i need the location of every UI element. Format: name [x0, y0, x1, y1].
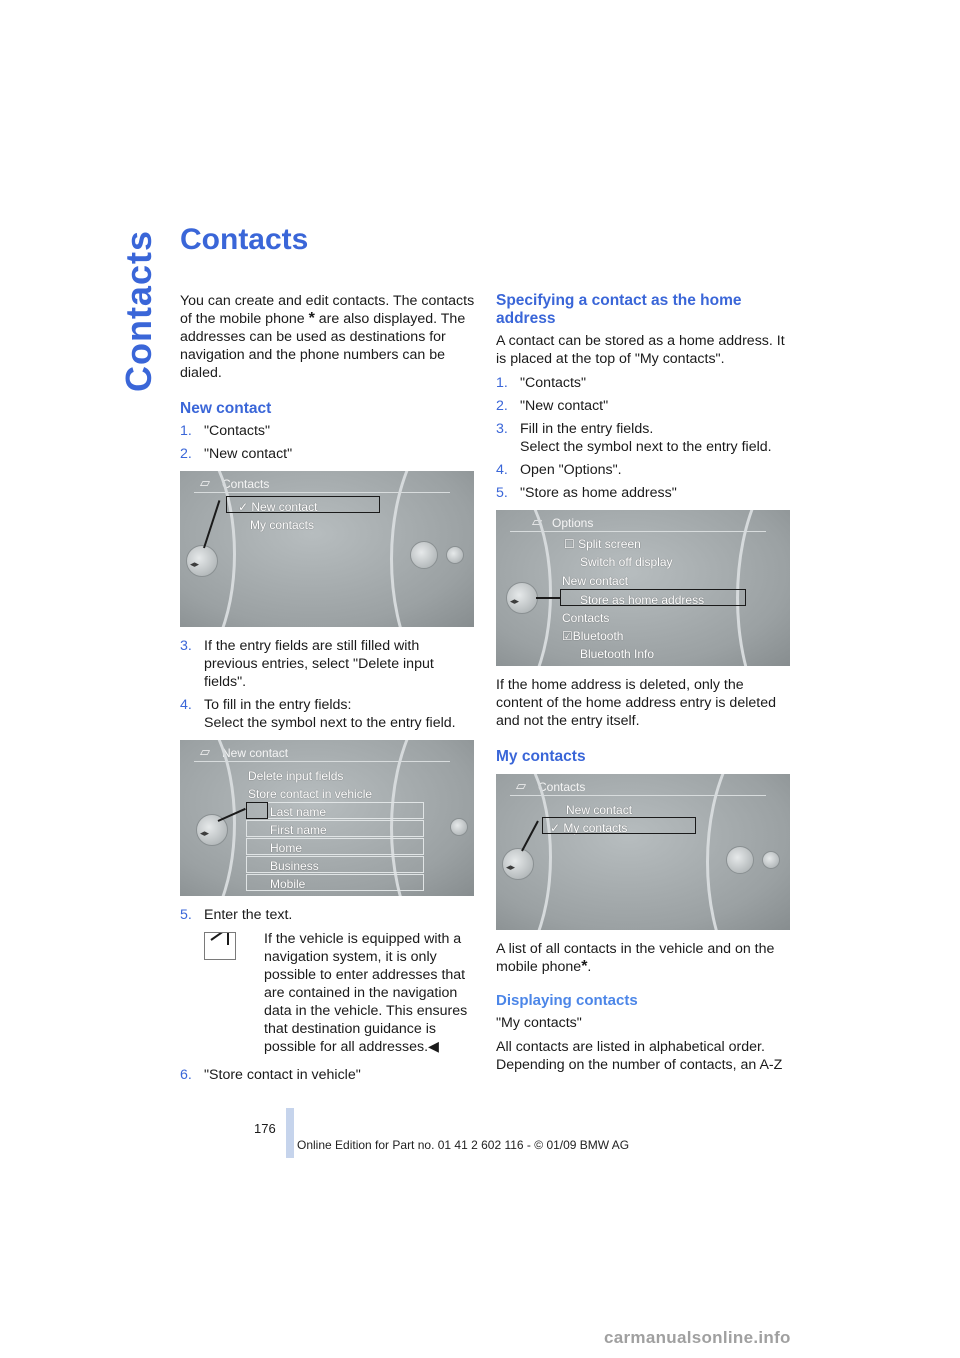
- menu-item-split-screen: ☐ Split screen: [564, 537, 641, 551]
- highlight-box: [560, 589, 746, 606]
- new-contact-steps-c: [180, 906, 476, 924]
- menu-item-new-contact: New contact: [566, 803, 633, 817]
- menu-item-new-contact: ✓ New contact: [238, 500, 318, 514]
- step-line-2: Select the symbol next to the entry field.: [520, 439, 772, 455]
- controller-knob: ◂▸: [196, 814, 228, 846]
- menu-folder-icon: ▱: [200, 744, 210, 759]
- home-address-steps: [496, 374, 792, 502]
- menu-folder-icon: ▱: [516, 778, 526, 793]
- footer-accent-bar: [286, 1108, 294, 1158]
- screen-new-contact-fields: [180, 740, 474, 896]
- step-text: [204, 696, 476, 732]
- callout-pointer: [536, 597, 560, 599]
- list-item: [496, 420, 792, 456]
- step-line-1: To fill in the entry fields:: [204, 697, 352, 713]
- small-right-knob: [446, 546, 464, 564]
- step-text: "New contact": [520, 398, 609, 414]
- right-knob: [410, 541, 438, 569]
- list-item: [180, 1066, 476, 1084]
- step-number: 6.: [180, 1067, 192, 1083]
- step-text: "Contacts": [520, 375, 587, 391]
- note-pencil-icon: [204, 932, 236, 960]
- step-number: 2.: [180, 446, 192, 462]
- menu-folder-icon: ▱: [532, 514, 542, 529]
- watermark-link[interactable]: carmanualsonline.info: [604, 1328, 791, 1347]
- my-contacts-text-2: .: [587, 959, 592, 975]
- list-item: [180, 906, 476, 924]
- controller-knob: ◂▸: [502, 848, 534, 880]
- step-text: "New contact": [204, 446, 293, 462]
- field-first-name: First name: [270, 823, 327, 837]
- my-contacts-text-1: A list of all contacts in the vehicle and on the mobile phone: [496, 941, 775, 975]
- small-right-knob: [762, 851, 780, 869]
- menu-item-delete-input: Delete input fields: [248, 769, 344, 783]
- page-title: Contacts: [180, 223, 309, 256]
- menu-item-switch-off: Switch off display: [580, 555, 673, 569]
- left-column: [180, 292, 476, 1090]
- screen-my-contacts: [496, 774, 790, 930]
- new-contact-steps-b: [180, 637, 476, 732]
- list-item: [496, 374, 792, 392]
- bluetooth-label: Bluetooth: [572, 629, 624, 643]
- step-number: 5.: [180, 907, 192, 923]
- screen-title: Contacts: [222, 477, 270, 491]
- step-number: 4.: [180, 697, 192, 713]
- navigation-note: [204, 930, 476, 1056]
- menu-item-my-contacts: ✓ My contacts: [550, 821, 628, 835]
- displaying-line-1: "My contacts": [496, 1015, 582, 1031]
- my-contacts-text: [496, 940, 792, 976]
- step-number: 2.: [496, 398, 508, 414]
- my-contacts-heading: My contacts: [496, 748, 586, 765]
- displaying-line-2: All contacts are listed in alphabetical order. Depending on the number of contacts, an A-Z: [496, 1039, 783, 1073]
- list-item: [180, 445, 476, 463]
- list-item: [496, 484, 792, 502]
- step-text: Open "Options".: [520, 462, 622, 478]
- new-contact-heading: New contact: [180, 400, 272, 417]
- note-text: If the vehicle is equipped with a navigation system, it is only possible to enter addresses that are contained in the navigation data in the vehicle. This ensures that destination guidance is possible for all addresses.: [264, 931, 468, 1055]
- footer-edition: Online Edition for Part no. 01 41 2 602 116 - © 01/09 BMW AG: [297, 1138, 630, 1152]
- step-number: 1.: [496, 375, 508, 391]
- step-text: "Store contact in vehicle": [204, 1067, 361, 1083]
- step-text: If the entry fields are still filled with previous entries, select "Delete input fields".: [204, 638, 434, 690]
- page-number: 176: [254, 1121, 276, 1136]
- step-number: 5.: [496, 485, 508, 501]
- field-last-name: Last name: [270, 805, 327, 819]
- field-business: Business: [270, 859, 319, 873]
- screen-arc-right: [736, 510, 790, 666]
- list-item: [180, 637, 476, 691]
- home-address-heading: Specifying a contact as the home address: [496, 292, 742, 327]
- end-marker-icon: ◀: [428, 1039, 439, 1055]
- home-address-intro: A contact can be stored as a home address. It is placed at the top of "My contacts".: [496, 333, 785, 367]
- intro-text-2: are also displayed. The addresses can be used as destinations for navigation and the phone numbers can be dialed.: [180, 311, 466, 381]
- checkbox-icon: ☑: [562, 629, 573, 643]
- list-item: [180, 696, 476, 732]
- field-mobile: Mobile: [270, 877, 306, 891]
- menu-item-store-home: Store as home address: [580, 593, 705, 607]
- right-knob: [726, 846, 754, 874]
- title-divider: [510, 531, 766, 532]
- plus-knob: [450, 818, 468, 836]
- home-address-after: If the home address is deleted, only the content of the home address entry is deleted and not the entry itself.: [496, 677, 776, 729]
- menu-item-my-contacts: My contacts: [250, 518, 315, 532]
- step-number: 1.: [180, 423, 192, 439]
- intro-paragraph: [180, 292, 476, 382]
- list-item: [496, 461, 792, 479]
- controller-knob: ◂▸: [506, 582, 538, 614]
- step-number: 4.: [496, 462, 508, 478]
- step-line-2: Select the symbol next to the entry field.: [204, 715, 456, 731]
- step-number: 3.: [180, 638, 192, 654]
- intro-text-1: You can create and edit contacts. The contacts of the mobile phone: [180, 293, 475, 327]
- optional-star-icon: *: [308, 310, 315, 327]
- menu-item-bluetooth-info: Bluetooth Info: [580, 647, 655, 661]
- screen-title: Contacts: [538, 780, 586, 794]
- menu-folder-icon: ▱: [200, 475, 210, 490]
- screen-options: [496, 510, 790, 666]
- symbol-highlight-box: [246, 802, 268, 819]
- step-text: "Contacts": [204, 423, 271, 439]
- menu-item-contacts: Contacts: [562, 611, 610, 625]
- list-item: [496, 397, 792, 415]
- new-contact-steps-d: [180, 1066, 476, 1084]
- menu-item-store-contact: Store contact in vehicle: [248, 787, 373, 801]
- controller-knob: ◂▸: [186, 545, 218, 577]
- highlight-box: [542, 817, 696, 834]
- list-item: [180, 422, 476, 440]
- step-text: [520, 420, 792, 456]
- right-column: [496, 292, 792, 1080]
- screen-title: New contact: [222, 746, 289, 760]
- field-home: Home: [270, 841, 303, 855]
- step-line-1: Fill in the entry fields.: [520, 421, 654, 437]
- screen-contacts-new-contact: [180, 471, 474, 627]
- menu-item-bluetooth: [562, 627, 623, 645]
- optional-star-icon: *: [581, 958, 588, 975]
- step-text: Enter the text.: [204, 907, 293, 923]
- step-text: "Store as home address": [520, 485, 677, 501]
- step-number: 3.: [496, 421, 508, 437]
- menu-item-new-contact: New contact: [562, 574, 629, 588]
- new-contact-steps-a: [180, 422, 476, 463]
- screen-title: Options: [552, 516, 594, 530]
- side-chapter-tab: Contacts: [118, 230, 159, 393]
- displaying-contacts-heading: Displaying contacts: [496, 992, 638, 1009]
- highlight-box: [226, 496, 380, 513]
